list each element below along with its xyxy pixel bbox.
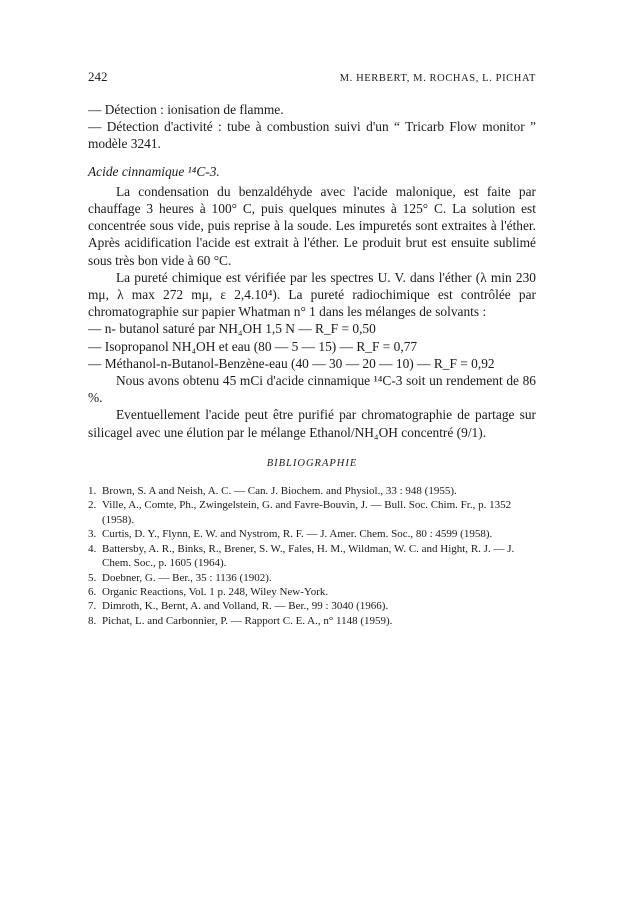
reference-number: 5. [88, 571, 97, 584]
solvent-line: — n- butanol saturé par NH₄OH 1,5 N — R_F = 0,50 [88, 321, 376, 337]
reference-item [88, 542, 536, 571]
reference-text: Dimroth, K., Bernt, A. and Volland, R. — Ber., 99 : 3040 (1966). [102, 600, 389, 613]
reference-number: 4. [88, 542, 97, 555]
reference-item [88, 614, 536, 628]
reference-text: Ville, A., Comte, Ph., Zwingelstein, G. and Favre-Bouvin, J. — Bull. Soc. Chim. Fr., p. 1352 (1958). [102, 499, 512, 526]
paragraph-purity: La pureté chimique est vérifiée par les spectres U. V. dans l'éther (λ min 230 mμ, λ max 272 mμ, ε 2,4.10⁴). La pureté radiochimique est contrôlée par chromatographie sur papier Whatman n° 1 dans les mélanges de solvants : [88, 269, 536, 320]
reference-text: Pichat, L. and Carbonnier, P. — Rapport C. E. A., n° 1148 (1959). [102, 614, 393, 627]
reference-number: 8. [88, 614, 97, 627]
detection-item: — Détection : ionisation de flamme. [88, 102, 284, 117]
reference-number: 6. [88, 585, 97, 598]
reference-text: Organic Reactions, Vol. 1 p. 248, Wiley New-York. [102, 585, 329, 598]
section-title: Acide cinnamique ¹⁴C-3. [88, 163, 220, 179]
running-header [88, 68, 536, 85]
page-number: 242 [88, 69, 108, 84]
paragraph-purification: Eventuellement l'acide peut être purifié par chromatographie de partage sur silicagel avec une élution par le mélange Ethanol/NH₄OH concentré (9/1). [88, 407, 536, 440]
reference-number: 3. [88, 528, 97, 541]
reference-list [88, 484, 536, 628]
paragraph-synthesis: La condensation du benzaldéhyde avec l'acide malonique, est faite par chauffage 3 heures à 100° C, puis quelques minutes à 125° C. La solution est concentrée sous vide, puis reprise à la soude. Les impuretés sont extraites à l'éther. Après acidification l'acide est extrait à l'éther. Le produit brut est ensuite sublimé sous très bon vide à 60 °C. [88, 183, 536, 268]
reference-number: 1. [88, 485, 97, 498]
reference-item [88, 599, 536, 613]
reference-text: Doebner, G. — Ber., 35 : 1136 (1902). [102, 571, 272, 584]
reference-number: 2. [88, 499, 97, 512]
reference-number: 7. [88, 600, 97, 613]
bibliography-title: BIBLIOGRAPHIE [266, 457, 358, 469]
solvent-line: — Méthanol-n-Butanol-Benzène-eau (40 — 30 — 20 — 10) — R_F = 0,92 [88, 355, 495, 371]
reference-item [88, 571, 536, 585]
reference-text: Battersby, A. R., Binks, R., Brener, S. W., Fales, H. M., Wildman, W. C. and Hight, R. J. — J. Chem. Soc., p. 1605 (1964). [102, 542, 515, 570]
detection-list [88, 101, 536, 153]
reference-item [88, 527, 536, 541]
solvent-line: — Isopropanol NH₄OH et eau (80 — 5 — 15) — R_F = 0,77 [88, 338, 418, 354]
page [88, 68, 536, 628]
reference-text: Curtis, D. Y., Flynn, E. W. and Nystrom, R. F. — J. Amer. Chem. Soc., 80 : 4599 (1958). [102, 528, 493, 541]
detection-item: — Détection d'activité : tube à combustion suivi d'un “ Tricarb Flow monitor ” modèle 3241. [88, 119, 536, 152]
running-authors: M. HERBERT, M. ROCHAS, L. PICHAT [339, 73, 536, 84]
reference-item [88, 498, 536, 527]
paragraph-yield: Nous avons obtenu 45 mCi d'acide cinnamique ¹⁴C-3 soit un rendement de 86 %. [88, 373, 536, 406]
reference-item [88, 484, 536, 498]
reference-text: Brown, S. A and Neish, A. C. — Can. J. Biochem. and Physiol., 33 : 948 (1955). [102, 485, 457, 498]
reference-item [88, 585, 536, 599]
